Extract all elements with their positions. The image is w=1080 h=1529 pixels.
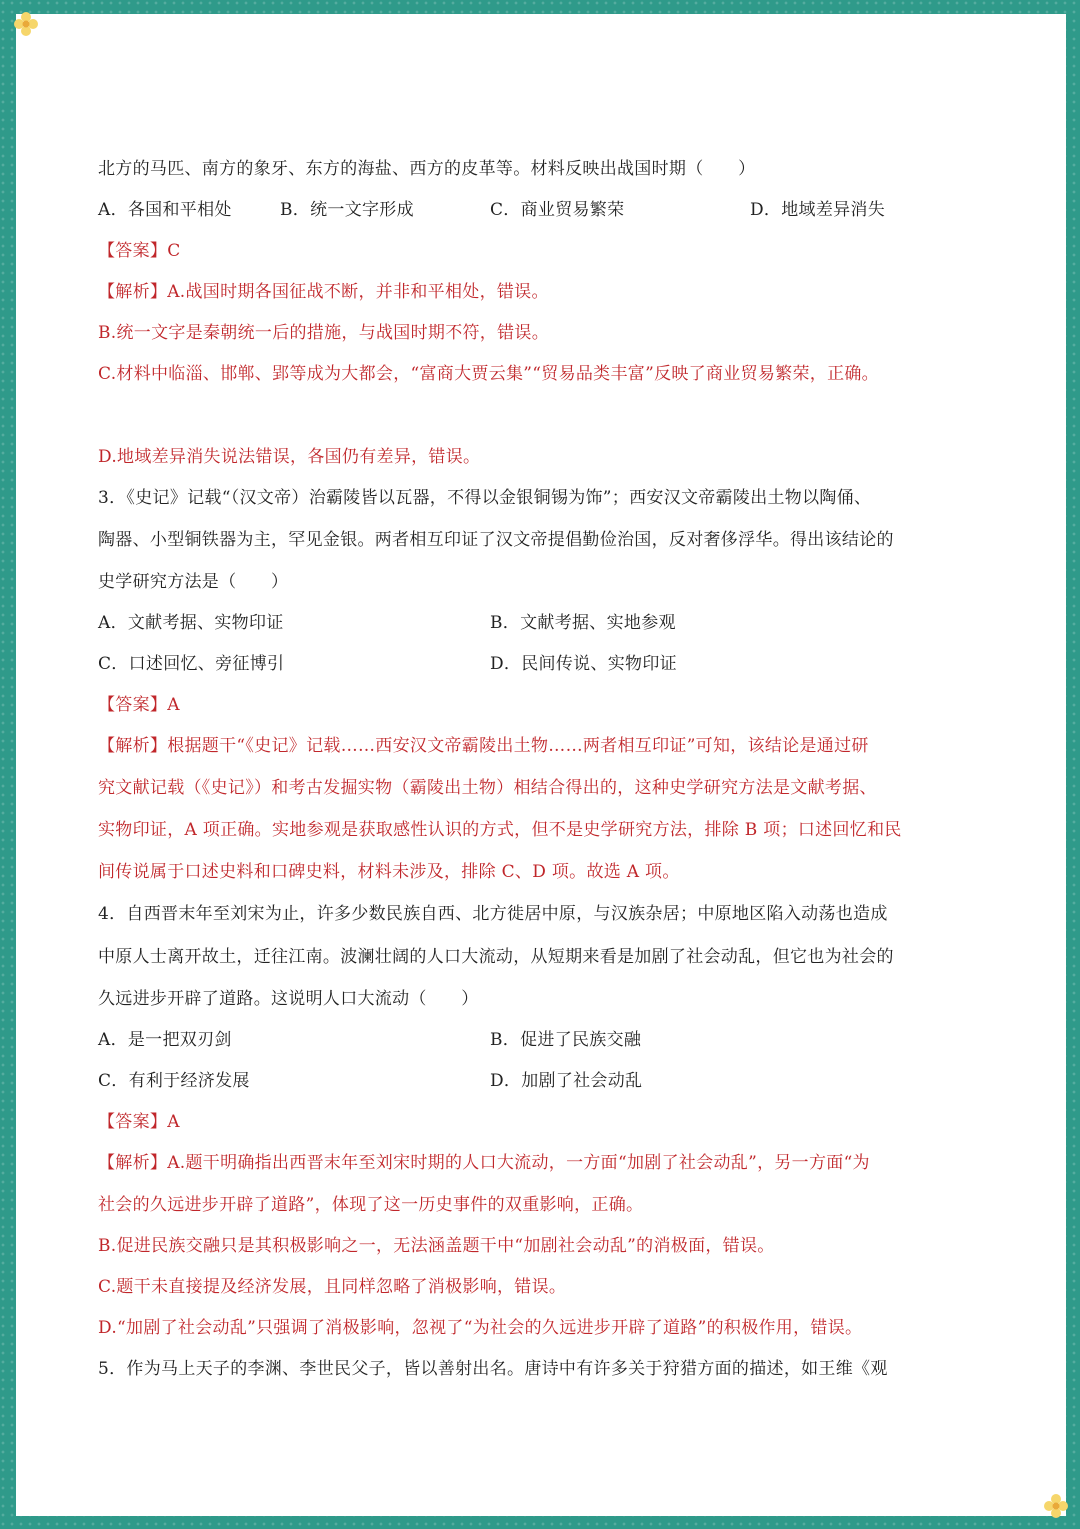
question-stem: 陶器、小型铜铁器为主，罕见金银。两者相互印证了汉文帝提倡勤俭治国，反对奢侈浮华。得出该结论的	[98, 530, 894, 550]
question-stem: 3．《史记》记载“（汉文帝）治霸陵皆以瓦器，不得以金银铜锡为饰”；西安汉文帝霸陵出土物以陶俑、	[98, 488, 872, 508]
answer-tag: 【答案】	[98, 241, 168, 261]
option-a: A．文献考据、实物印证	[98, 613, 284, 633]
analysis-line: 实物印证，A 项正确。实地参观是获取感性认识的方式，但不是史学研究方法，排除 B 项；口述回忆和民	[98, 820, 902, 840]
analysis-line: B.统一文字是秦朝统一后的措施，与战国时期不符，错误。	[98, 323, 549, 343]
analysis-line: 社会的久远进步开辟了道路”，体现了这一历史事件的双重影响，正确。	[98, 1195, 644, 1215]
analysis-line: C.题干未直接提及经济发展，且同样忽略了消极影响，错误。	[98, 1277, 567, 1297]
question-stem: 中原人士离开故土，迁往江南。波澜壮阔的人口大流动，从短期来看是加剧了社会动乱，但它也为社会的	[98, 947, 894, 967]
answer-line	[98, 1107, 180, 1132]
analysis-text: 根据题干“《史记》记载……西安汉文帝霸陵出土物……两者相互印证”可知，该结论是通过研	[167, 736, 869, 756]
answer-value: A	[167, 695, 180, 715]
analysis-line	[98, 731, 869, 756]
question-stem: 5．作为马上天子的李渊、李世民父子，皆以善射出名。唐诗中有许多关于狩猎方面的描述，如王维《观	[98, 1359, 888, 1379]
analysis-tag: 【解析】	[98, 736, 168, 756]
analysis-line: 间传说属于口述史料和口碑史料，材料未涉及，排除 C、D 项。故选 A 项。	[98, 862, 680, 882]
flower-corner-icon	[1042, 1492, 1070, 1520]
analysis-line: 究文献记载（《史记》）和考古发掘实物（霸陵出土物）相结合得出的，这种史学研究方法是文献考据、	[98, 778, 877, 798]
document-page	[16, 14, 1066, 1516]
analysis-tag: 【解析】	[98, 282, 168, 302]
answer-line	[98, 690, 180, 715]
answer-tag: 【答案】	[98, 1112, 168, 1132]
answer-tag: 【答案】	[98, 695, 168, 715]
analysis-line: D.地域差异消失说法错误，各国仍有差异，错误。	[98, 447, 481, 467]
analysis-line	[98, 277, 549, 302]
analysis-line	[98, 1148, 870, 1173]
flower-corner-icon	[12, 10, 40, 38]
question-stem: 久远进步开辟了道路。这说明人口大流动（ ）	[98, 989, 479, 1009]
option-d: D．民间传说、实物印证	[490, 654, 677, 674]
option-a: A．是一把双刃剑	[98, 1030, 232, 1050]
option-c: C．口述回忆、旁征博引	[98, 654, 285, 674]
option-d: D．加剧了社会动乱	[490, 1071, 643, 1091]
option-b: B．促进了民族交融	[490, 1030, 642, 1050]
analysis-text: A.题干明确指出西晋末年至刘宋时期的人口大流动，一方面“加剧了社会动乱”，另一方面“为	[167, 1153, 870, 1173]
answer-value: A	[167, 1112, 180, 1132]
option-d: D．地域差异消失	[750, 200, 886, 220]
analysis-text: A.战国时期各国征战不断，并非和平相处，错误。	[167, 282, 549, 302]
option-b: B．统一文字形成	[280, 200, 414, 220]
analysis-tag: 【解析】	[98, 1153, 168, 1173]
analysis-line: B.促进民族交融只是其积极影响之一，无法涵盖题干中“加剧社会动乱”的消极面，错误。	[98, 1236, 775, 1256]
option-a: A．各国和平相处	[98, 200, 232, 220]
question-stem: 北方的马匹、南方的象牙、东方的海盐、西方的皮革等。材料反映出战国时期（ ）	[98, 159, 756, 179]
question-stem: 4．自西晋末年至刘宋为止，许多少数民族自西、北方徙居中原，与汉族杂居；中原地区陷入动荡也造成	[98, 904, 888, 924]
analysis-line: C.材料中临淄、邯郸、郢等成为大都会，“富商大贾云集”“贸易品类丰富”反映了商业贸易繁荣，正确。	[98, 364, 879, 384]
option-c: C．有利于经济发展	[98, 1071, 250, 1091]
answer-value: C	[167, 241, 181, 261]
analysis-line: D.“加剧了社会动乱”只强调了消极影响，忽视了“为社会的久远进步开辟了道路”的积极作用，错误。	[98, 1318, 863, 1338]
option-c: C．商业贸易繁荣	[490, 200, 625, 220]
answer-line	[98, 236, 181, 261]
option-b: B．文献考据、实地参观	[490, 613, 676, 633]
question-stem: 史学研究方法是（ ）	[98, 572, 289, 592]
